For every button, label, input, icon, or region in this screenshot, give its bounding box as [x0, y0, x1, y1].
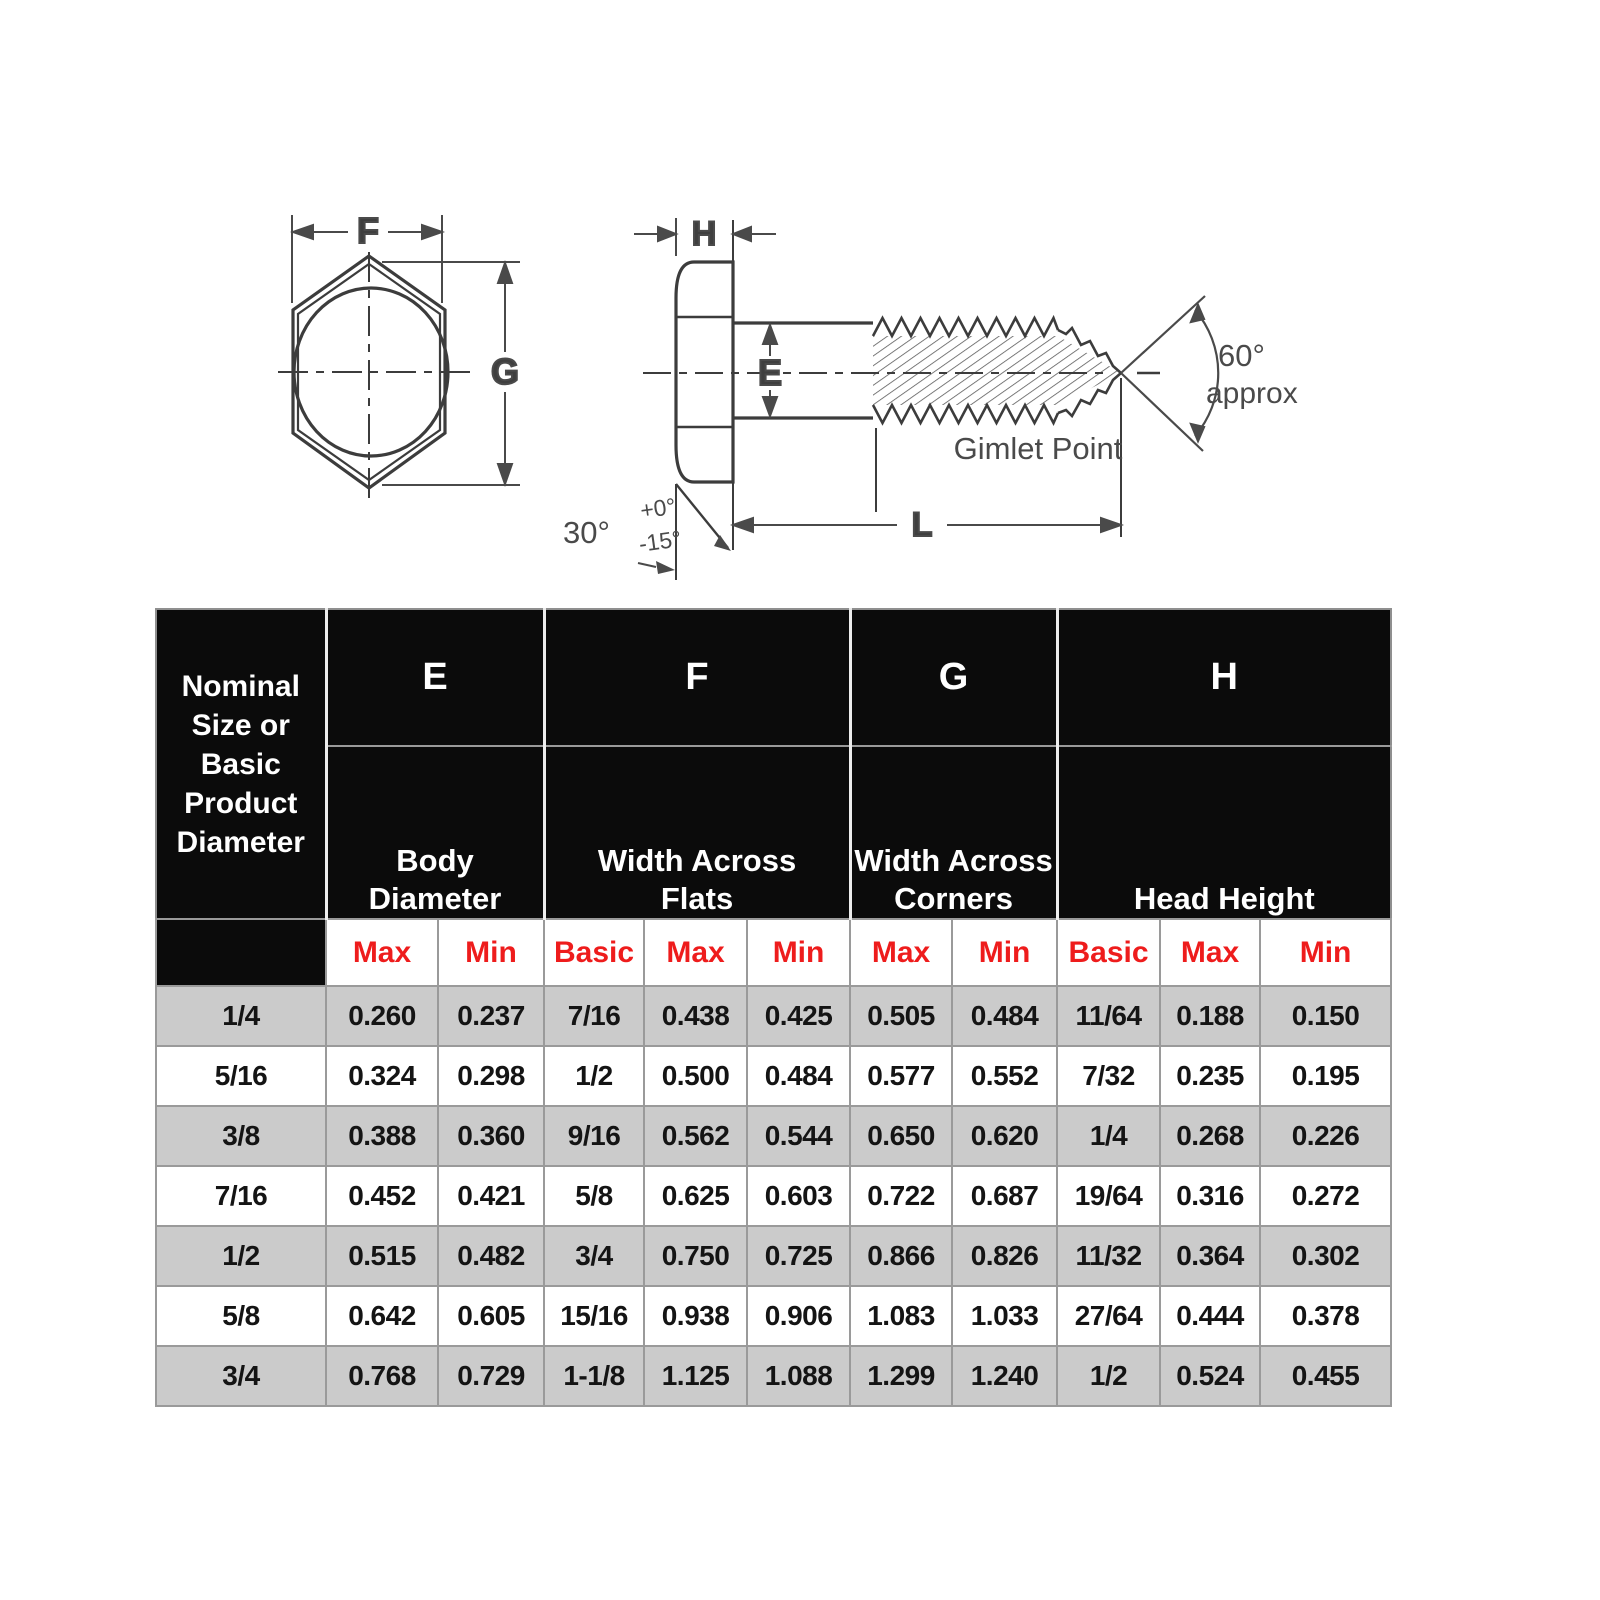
value-cell: 1/2 — [1057, 1346, 1160, 1406]
sub-header: Min — [952, 919, 1057, 986]
nominal-size-cell: 1/2 — [156, 1226, 326, 1286]
value-cell: 0.906 — [747, 1286, 850, 1346]
value-cell: 15/16 — [544, 1286, 644, 1346]
value-cell: 1.125 — [644, 1346, 747, 1406]
arrowhead — [1191, 424, 1204, 441]
bearing-angle-annotation — [563, 493, 731, 574]
table-row — [156, 1046, 1391, 1106]
column-group-e: E — [326, 609, 544, 746]
arrowhead — [714, 535, 731, 551]
value-cell: 0.195 — [1260, 1046, 1391, 1106]
value-cell: 0.562 — [644, 1106, 747, 1166]
sub-header: Min — [438, 919, 544, 986]
arrowhead — [658, 227, 676, 241]
nominal-size-cell: 3/8 — [156, 1106, 326, 1166]
value-cell: 0.302 — [1260, 1226, 1391, 1286]
value-cell: 19/64 — [1057, 1166, 1160, 1226]
value-cell: 0.482 — [438, 1226, 544, 1286]
table-row — [156, 1286, 1391, 1346]
value-cell: 0.484 — [747, 1046, 850, 1106]
value-cell: 0.687 — [952, 1166, 1057, 1226]
value-cell: 1.240 — [952, 1346, 1057, 1406]
body-diameter-header — [326, 746, 544, 919]
value-cell: 0.226 — [1260, 1106, 1391, 1166]
value-cell: 0.642 — [326, 1286, 438, 1346]
arrowhead — [293, 225, 313, 239]
arrowhead — [498, 464, 512, 484]
value-cell: 7/16 — [544, 986, 644, 1046]
e-label: E — [757, 352, 783, 393]
header-row-sub-labels — [156, 919, 1391, 986]
column-group-g: G — [850, 609, 1057, 746]
value-cell: 1-1/8 — [544, 1346, 644, 1406]
value-cell: 0.725 — [747, 1226, 850, 1286]
value-cell: 0.455 — [1260, 1346, 1391, 1406]
value-cell: 0.620 — [952, 1106, 1057, 1166]
width-across-flats-header — [544, 746, 850, 919]
arrowhead — [422, 225, 442, 239]
value-cell: 0.444 — [1160, 1286, 1260, 1346]
group-label: Head Height — [1133, 881, 1315, 917]
head-height-header — [1057, 746, 1391, 919]
sub-header: Max — [850, 919, 952, 986]
value-cell: 0.388 — [326, 1106, 438, 1166]
nominal-size-header: Nominal Size or Basic Product Diameter — [156, 609, 326, 919]
value-cell: 0.484 — [952, 986, 1057, 1046]
value-cell: 0.360 — [438, 1106, 544, 1166]
group-label: Body Diameter — [368, 843, 502, 917]
value-cell: 0.364 — [1160, 1226, 1260, 1286]
nominal-size-cell: 7/16 — [156, 1166, 326, 1226]
sub-header: Min — [1260, 919, 1391, 986]
value-cell: 0.188 — [1160, 986, 1260, 1046]
h-dimension — [634, 215, 776, 256]
value-cell: 0.729 — [438, 1346, 544, 1406]
l-dimension — [733, 506, 1121, 544]
value-cell: 0.425 — [747, 986, 850, 1046]
point-angle-label: 60° — [1218, 338, 1265, 373]
value-cell: 9/16 — [544, 1106, 644, 1166]
value-cell: 0.452 — [326, 1166, 438, 1226]
value-cell: 0.324 — [326, 1046, 438, 1106]
value-cell: 0.378 — [1260, 1286, 1391, 1346]
lag-screw-dimension-table — [155, 608, 1392, 1407]
value-cell: 27/64 — [1057, 1286, 1160, 1346]
value-cell: 0.577 — [850, 1046, 952, 1106]
column-group-f: F — [544, 609, 850, 746]
value-cell: 1.083 — [850, 1286, 952, 1346]
f-label: F — [357, 210, 379, 251]
value-cell: 0.524 — [1160, 1346, 1260, 1406]
thread-crests-bottom — [873, 405, 1058, 423]
value-cell: 11/64 — [1057, 986, 1160, 1046]
width-across-corners-header — [850, 746, 1057, 919]
nominal-subheader-spacer — [156, 919, 326, 986]
nominal-size-cell: 3/4 — [156, 1346, 326, 1406]
header-row-group-labels — [156, 746, 1391, 919]
lag-screw-technical-drawing — [200, 140, 1400, 610]
value-cell: 0.298 — [438, 1046, 544, 1106]
head-angle-tolerance-minus: -15° — [637, 525, 683, 557]
arrowhead — [656, 561, 675, 574]
value-cell: 0.750 — [644, 1226, 747, 1286]
arrowhead — [498, 263, 512, 283]
value-cell: 0.515 — [326, 1226, 438, 1286]
arrowhead — [763, 397, 777, 416]
g-label: G — [490, 351, 520, 392]
sub-header: Max — [326, 919, 438, 986]
value-cell: 0.237 — [438, 986, 544, 1046]
gimlet-point-label: Gimlet Point — [953, 431, 1123, 466]
value-cell: 0.866 — [850, 1226, 952, 1286]
sub-header: Basic — [544, 919, 644, 986]
arrowhead — [1101, 518, 1121, 532]
value-cell: 5/8 — [544, 1166, 644, 1226]
group-label: Width Across Flats — [597, 843, 797, 917]
thread-hatching — [873, 336, 1121, 405]
nominal-size-cell: 1/4 — [156, 986, 326, 1046]
value-cell: 0.421 — [438, 1166, 544, 1226]
table-row — [156, 1346, 1391, 1406]
group-label: Width Across Corners — [854, 843, 1053, 917]
sub-header: Max — [1160, 919, 1260, 986]
value-cell: 0.625 — [644, 1166, 747, 1226]
value-cell: 1/4 — [1057, 1106, 1160, 1166]
value-cell: 0.272 — [1260, 1166, 1391, 1226]
l-label: L — [911, 506, 933, 544]
arrowhead — [733, 227, 751, 241]
header-row-letters — [156, 609, 1391, 746]
point-angle-approx-label: approx — [1206, 377, 1298, 410]
value-cell: 0.438 — [644, 986, 747, 1046]
value-cell: 0.150 — [1260, 986, 1391, 1046]
h-label: H — [691, 215, 717, 253]
value-cell: 0.603 — [747, 1166, 850, 1226]
nominal-size-cell: 5/16 — [156, 1046, 326, 1106]
arrowhead — [763, 325, 777, 344]
value-cell: 0.768 — [326, 1346, 438, 1406]
sub-header: Basic — [1057, 919, 1160, 986]
value-cell: 0.268 — [1160, 1106, 1260, 1166]
value-cell: 0.605 — [438, 1286, 544, 1346]
e-dimension — [758, 325, 782, 416]
value-cell: 0.316 — [1160, 1166, 1260, 1226]
head-angle-label: 30° — [563, 515, 610, 550]
value-cell: 0.505 — [850, 986, 952, 1046]
column-group-h: H — [1057, 609, 1391, 746]
table-body — [156, 986, 1391, 1406]
value-cell: 0.544 — [747, 1106, 850, 1166]
value-cell: 1.299 — [850, 1346, 952, 1406]
value-cell: 0.260 — [326, 986, 438, 1046]
head-angle-tolerance-plus: +0° — [638, 492, 678, 524]
value-cell: 3/4 — [544, 1226, 644, 1286]
thread-crests-top — [873, 318, 1058, 336]
nominal-size-cell: 5/8 — [156, 1286, 326, 1346]
value-cell: 7/32 — [1057, 1046, 1160, 1106]
table-row — [156, 1106, 1391, 1166]
value-cell: 1/2 — [544, 1046, 644, 1106]
value-cell: 0.722 — [850, 1166, 952, 1226]
value-cell: 0.552 — [952, 1046, 1057, 1106]
table-row — [156, 986, 1391, 1046]
sub-header: Max — [644, 919, 747, 986]
value-cell: 0.500 — [644, 1046, 747, 1106]
value-cell: 0.235 — [1160, 1046, 1260, 1106]
value-cell: 0.938 — [644, 1286, 747, 1346]
table-row — [156, 1226, 1391, 1286]
value-cell: 0.826 — [952, 1226, 1057, 1286]
table-row — [156, 1166, 1391, 1226]
sub-header: Min — [747, 919, 850, 986]
value-cell: 11/32 — [1057, 1226, 1160, 1286]
value-cell: 0.650 — [850, 1106, 952, 1166]
value-cell: 1.033 — [952, 1286, 1057, 1346]
arrowhead — [733, 518, 753, 532]
value-cell: 1.088 — [747, 1346, 850, 1406]
